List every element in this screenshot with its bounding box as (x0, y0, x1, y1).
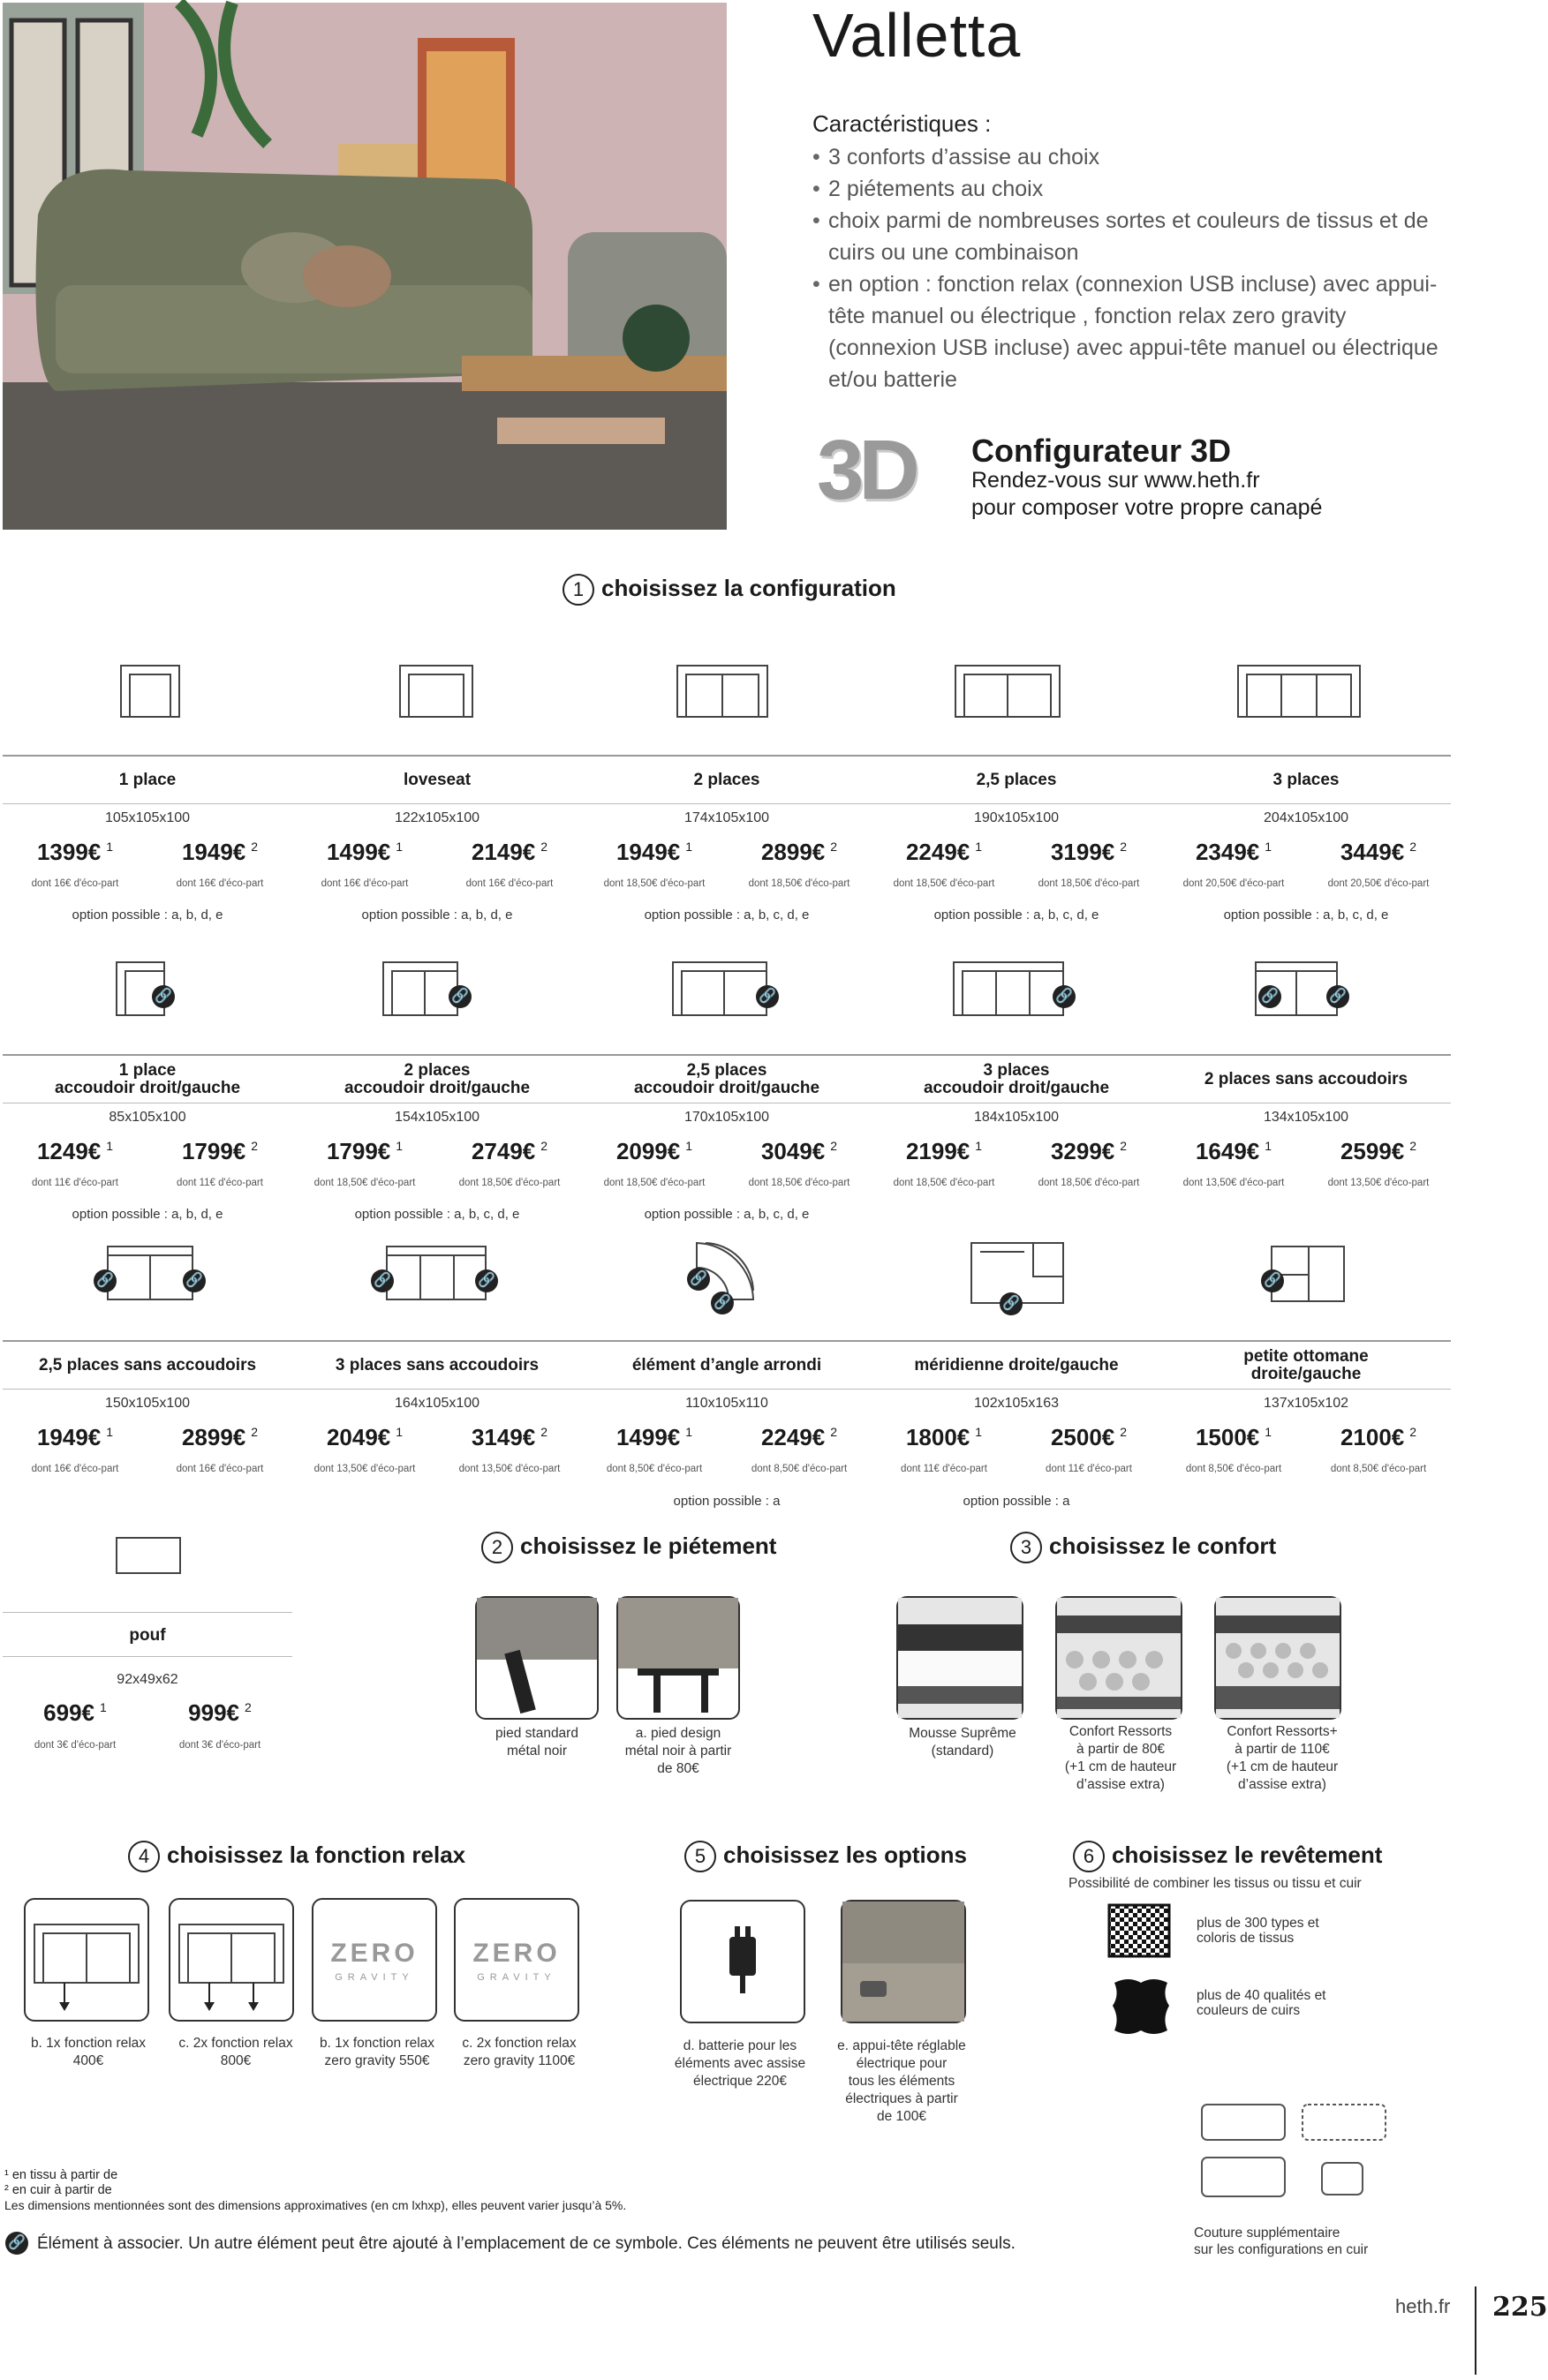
configurator-title: Configurateur 3D (971, 433, 1232, 469)
footnote-2: ² en cuir à partir de (4, 2183, 112, 2197)
config-name: 3 places sans accoudoirs (335, 1356, 540, 1375)
config-dims: 122x105x100 (394, 810, 480, 825)
price-leather: 2749€ $^2$ (471, 1138, 548, 1164)
step-2-heading: 2 choisissez le piétement (481, 1532, 776, 1563)
option-note: option possible : a, b, c, d, e (354, 1207, 520, 1222)
config-icon-2-5-places (954, 662, 1061, 720)
table-rule (3, 803, 1451, 804)
eco-part-leather: dont 13,50€ d'éco-part (1327, 1178, 1430, 1188)
pouf-dims: 92x49x62 (117, 1672, 178, 1687)
price-leather: 2249€ $^2$ (760, 1424, 838, 1450)
price-fabric: 1949€ $^1$ (36, 1424, 114, 1450)
config-name: 2 places sans accoudoirs (1204, 1070, 1408, 1088)
price-fabric: 1949€ $^1$ (615, 839, 693, 865)
table-rule (3, 1054, 1451, 1056)
configurator-caption: pour composer votre propre canapé (971, 495, 1323, 520)
price-fabric: 2249€ $^1$ (905, 839, 983, 865)
config-name: loveseat (403, 771, 472, 789)
link-icon: 🔗 (1000, 1292, 1023, 1315)
eco-part-fabric: dont 11€ d'éco-part (901, 1464, 987, 1474)
link-icon: 🔗 (711, 1292, 734, 1314)
config-icon-3-places-arm (952, 960, 1065, 1017)
option-note: option possible : a, b, d, e (361, 908, 513, 923)
footnote-1: ¹ en tissu à partir de (4, 2168, 118, 2182)
price-leather: 2599€ $^2$ (1340, 1138, 1417, 1164)
config-name: 2,5 places sans accoudoirs (38, 1356, 257, 1375)
relax-1x-label: b. 1x fonction relax 400€ (30, 2036, 147, 2068)
eco-part-fabric: dont 18,50€ d'éco-part (603, 1178, 706, 1188)
pouf-price-leather: 999€ $^2$ (188, 1699, 252, 1726)
leg-standard-image (475, 1596, 599, 1720)
step-1-heading: 1 choisissez la configuration (563, 574, 896, 606)
link-icon: 🔗 (475, 1269, 498, 1292)
config-dims: 105x105x100 (104, 810, 191, 825)
eco-part-leather: dont 16€ d'éco-part (465, 878, 554, 889)
price-fabric: 1499€ $^1$ (326, 839, 404, 865)
eco-part-leather: dont 8,50€ d'éco-part (1330, 1464, 1427, 1474)
config-dims: 110x105x110 (685, 1396, 768, 1411)
step-3-heading: 3 choisissez le confort (1010, 1532, 1276, 1563)
stitch-label: Couture supplémentaire sur les configurations en cuir (1194, 2226, 1369, 2257)
site-name[interactable]: heth.fr (1395, 2295, 1451, 2317)
config-dims: 150x105x100 (104, 1396, 191, 1411)
config-icon-loveseat (398, 662, 474, 720)
price-fabric: 1799€ $^1$ (326, 1138, 404, 1164)
config-icon-2-5-no-arms (106, 1245, 194, 1301)
config-dims: 137x105x102 (1263, 1396, 1349, 1411)
hero-photo (3, 3, 727, 530)
link-icon: 🔗 (1053, 985, 1076, 1008)
config-dims: 184x105x100 (973, 1110, 1060, 1125)
config-name: 2 places accoudoir droit/gauche (344, 1061, 531, 1097)
option-note: option possible : a, b, c, d, e (644, 1207, 810, 1222)
eco-part-fabric: dont 18,50€ d'éco-part (313, 1178, 416, 1188)
price-fabric: 1249€ $^1$ (36, 1138, 114, 1164)
eco-part-leather: dont 11€ d'éco-part (1046, 1464, 1132, 1474)
config-dims: 164x105x100 (394, 1396, 480, 1411)
eco-part-fabric: dont 11€ d'éco-part (32, 1178, 118, 1188)
product-title: Valletta (812, 1, 1022, 70)
price-fabric: 1499€ $^1$ (615, 1424, 693, 1450)
link-icon: 🔗 (183, 1269, 206, 1292)
config-dims: 102x105x163 (973, 1396, 1060, 1411)
config-dims: 204x105x100 (1263, 810, 1349, 825)
link-icon: 🔗 (756, 985, 779, 1008)
battery-option-image (680, 1900, 805, 2023)
eco-part-leather: dont 16€ d'éco-part (176, 878, 264, 889)
link-icon: 🔗 (687, 1268, 710, 1291)
relax-2x-image (169, 1898, 294, 2022)
leg-standard-label: pied standard métal noir (495, 1726, 578, 1759)
config-name: 1 place (118, 771, 177, 789)
config-name: 2,5 places (976, 771, 1057, 789)
config-icon-3-no-arms (385, 1245, 487, 1301)
link-note: Élément à associer. Un autre élément peut être ajouté à l’emplacement de ce symbole. Ces éléments ne peuvent être utilisés seuls. (37, 2234, 1016, 2253)
step-6-heading: 6 choisissez le revêtement (1073, 1841, 1382, 1872)
characteristics-title: Caractéristiques : (812, 110, 992, 137)
comfort-foam-label: Mousse Suprême (standard) (909, 1726, 1016, 1759)
table-rule (3, 1340, 1451, 1342)
price-fabric: 1800€ $^1$ (905, 1424, 983, 1450)
relax-zero-2x-label: c. 2x fonction relax zero gravity 1100€ (462, 2036, 577, 2068)
headrest-option-label: e. appui-tête réglable électrique pour tous les éléments électriques à partir de 100€ (837, 2038, 966, 2124)
eco-part-fabric: dont 8,50€ d'éco-part (1185, 1464, 1282, 1474)
price-fabric: 2349€ $^1$ (1195, 839, 1272, 865)
price-leather: 3149€ $^2$ (471, 1424, 548, 1450)
eco-part-fabric: dont 18,50€ d'éco-part (603, 878, 706, 889)
pouf-name: pouf (129, 1626, 166, 1645)
comfort-springs-image (1055, 1596, 1182, 1720)
eco-part-leather: dont 18,50€ d'éco-part (1038, 878, 1140, 889)
pouf-eco-leather: dont 3€ d'éco-part (178, 1740, 261, 1751)
eco-part-fabric: dont 20,50€ d'éco-part (1182, 878, 1285, 889)
comfort-foam-image (896, 1596, 1023, 1720)
table-rule (3, 1656, 292, 1657)
option-note: option possible : a, b, d, e (72, 1207, 223, 1222)
leather-label: plus de 40 qualités et couleurs de cuirs (1197, 1988, 1326, 2018)
option-note: option possible : a, b, d, e (72, 908, 223, 923)
step-5-heading: 5 choisissez les options (684, 1841, 967, 1872)
pouf-price-fabric: 699€ $^1$ (43, 1699, 107, 1726)
eco-part-fabric: dont 16€ d'éco-part (321, 878, 409, 889)
price-leather: 1799€ $^2$ (181, 1138, 259, 1164)
comfort-springs-plus-image (1214, 1596, 1341, 1720)
eco-part-fabric: dont 13,50€ d'éco-part (1182, 1178, 1285, 1188)
price-fabric: 1649€ $^1$ (1195, 1138, 1272, 1164)
price-fabric: 2099€ $^1$ (615, 1138, 693, 1164)
option-note: option possible : a, b, c, d, e (933, 908, 1099, 923)
leather-icon (1106, 1974, 1176, 2039)
fabric-icon (1102, 1900, 1176, 1962)
price-fabric: 1500€ $^1$ (1195, 1424, 1272, 1450)
config-name: 3 places accoudoir droit/gauche (923, 1061, 1110, 1097)
leg-design-image (616, 1596, 740, 1720)
eco-part-leather: dont 18,50€ d'éco-part (748, 878, 850, 889)
eco-part-leather: dont 18,50€ d'éco-part (748, 1178, 850, 1188)
battery-option-label: d. batterie pour les éléments avec assise électrique 220€ (674, 2038, 806, 2089)
configurator-link-text[interactable]: Rendez-vous sur www.heth.fr (971, 468, 1260, 493)
config-dims: 170x105x100 (683, 1110, 770, 1125)
price-fabric: 2199€ $^1$ (905, 1138, 983, 1164)
table-rule (3, 1389, 1451, 1390)
link-icon: 🔗 (449, 985, 472, 1008)
eco-part-leather: dont 11€ d'éco-part (177, 1178, 263, 1188)
price-leather: 1949€ $^2$ (181, 839, 259, 865)
option-note: option possible : a (963, 1494, 1070, 1509)
config-dims: 134x105x100 (1263, 1110, 1349, 1125)
step-4-heading: 4 choisissez la fonction relax (128, 1841, 465, 1872)
config-name: petite ottomane droite/gauche (1243, 1347, 1369, 1383)
config-name: méridienne droite/gauche (914, 1356, 1119, 1375)
eco-part-leather: dont 18,50€ d'éco-part (458, 1178, 561, 1188)
relax-zero-gravity-1x-image: ZERO GRAVITY (312, 1898, 437, 2022)
option-note: option possible : a (673, 1494, 781, 1509)
link-icon: 🔗 (1258, 985, 1281, 1008)
stitch-sofa-icon (1197, 2101, 1391, 2207)
relax-1x-image (24, 1898, 149, 2022)
config-name: élément d’angle arrondi (631, 1356, 822, 1375)
config-icon-2-places-arm (381, 960, 459, 1017)
config-name: 2 places (693, 771, 760, 789)
feature-item: • choix parmi de nombreuses sortes et couleurs de tissus et de cuirs ou une combinaison (812, 208, 1429, 265)
price-leather: 2899€ $^2$ (760, 839, 838, 865)
footnote-dimensions: Les dimensions mentionnées sont des dimensions approximatives (en cm lxhxp), elles peuvent varier jusqu’à 5%. (4, 2198, 627, 2212)
link-icon: 🔗 (5, 2232, 28, 2255)
config-dims: 174x105x100 (683, 810, 770, 825)
price-fabric: 2049€ $^1$ (326, 1424, 404, 1450)
price-leather: 3049€ $^2$ (760, 1138, 838, 1164)
link-icon: 🔗 (371, 1269, 394, 1292)
eco-part-leather: dont 8,50€ d'éco-part (751, 1464, 848, 1474)
headrest-option-image (841, 1900, 966, 2023)
eco-part-fabric: dont 16€ d'éco-part (31, 1464, 119, 1474)
relax-2x-label: c. 2x fonction relax 800€ (178, 2036, 293, 2068)
configurator-3d-logo: 3D (817, 423, 915, 517)
eco-part-leather: dont 16€ d'éco-part (176, 1464, 264, 1474)
link-icon: 🔗 (94, 1269, 117, 1292)
table-rule (3, 755, 1451, 757)
config-icon-3-places (1236, 662, 1362, 720)
comfort-springs-plus-label: Confort Ressorts+ à partir de 110€ (+1 cm de hauteur d’assise extra) (1226, 1724, 1339, 1792)
footer-divider (1475, 2286, 1476, 2375)
config-icon-2-5-places-arm (671, 960, 768, 1017)
feature-item: • 3 conforts d’assise au choix (812, 145, 1100, 169)
price-leather: 2899€ $^2$ (181, 1424, 259, 1450)
option-note: option possible : a, b, c, d, e (644, 908, 810, 923)
eco-part-leather: dont 13,50€ d'éco-part (458, 1464, 561, 1474)
price-leather: 3449€ $^2$ (1340, 839, 1417, 865)
eco-part-fabric: dont 18,50€ d'éco-part (893, 1178, 995, 1188)
relax-zero-1x-label: b. 1x fonction relax zero gravity 550€ (319, 2036, 435, 2068)
relax-zero-gravity-2x-image: ZERO GRAVITY (454, 1898, 579, 2022)
eco-part-fabric: dont 8,50€ d'éco-part (606, 1464, 703, 1474)
eco-part-leather: dont 18,50€ d'éco-part (1038, 1178, 1140, 1188)
price-leather: 3199€ $^2$ (1050, 839, 1128, 865)
config-name: 2,5 places accoudoir droit/gauche (633, 1061, 820, 1097)
price-fabric: 1399€ $^1$ (36, 839, 114, 865)
covering-note: Possibilité de combiner les tissus ou tissu et cuir (1068, 1876, 1362, 1891)
eco-part-fabric: dont 18,50€ d'éco-part (893, 878, 995, 889)
price-leather: 2100€ $^2$ (1340, 1424, 1417, 1450)
config-dims: 190x105x100 (973, 810, 1060, 825)
price-leather: 2149€ $^2$ (471, 839, 548, 865)
config-dims: 85x105x100 (109, 1110, 186, 1125)
option-note: option possible : a, b, c, d, e (1223, 908, 1389, 923)
comfort-springs-label: Confort Ressorts à partir de 80€ (+1 cm de hauteur d’assise extra) (1064, 1724, 1177, 1792)
fabric-label: plus de 300 types et coloris de tissus (1197, 1916, 1319, 1946)
config-icon-2-places (676, 662, 769, 720)
eco-part-leather: dont 20,50€ d'éco-part (1327, 878, 1430, 889)
config-dims: 154x105x100 (394, 1110, 480, 1125)
leg-design-label: a. pied design métal noir à partir de 80€ (624, 1726, 732, 1776)
price-leather: 2500€ $^2$ (1050, 1424, 1128, 1450)
config-name: 3 places (1272, 771, 1340, 789)
link-icon: 🔗 (1326, 985, 1349, 1008)
table-rule (3, 1612, 292, 1613)
eco-part-fabric: dont 16€ d'éco-part (31, 878, 119, 889)
eco-part-fabric: dont 13,50€ d'éco-part (313, 1464, 416, 1474)
price-leather: 3299€ $^2$ (1050, 1138, 1128, 1164)
page-number: 225 (1492, 2292, 1548, 2323)
config-name: 1 place accoudoir droit/gauche (54, 1061, 241, 1097)
feature-item: • en option : fonction relax (connexion USB incluse) avec appui-tête manuel ou électrique , fonction relax zero gravity (connexion USB incluse) avec appui-tête manuel ou électrique et/ou batterie (812, 272, 1439, 392)
config-icon-1-place (119, 662, 181, 720)
config-icon-pouf (115, 1536, 182, 1575)
link-icon: 🔗 (152, 985, 175, 1008)
link-icon: 🔗 (1261, 1269, 1284, 1292)
feature-item: • 2 piétements au choix (812, 177, 1044, 201)
pouf-eco-fabric: dont 3€ d'éco-part (34, 1740, 117, 1751)
